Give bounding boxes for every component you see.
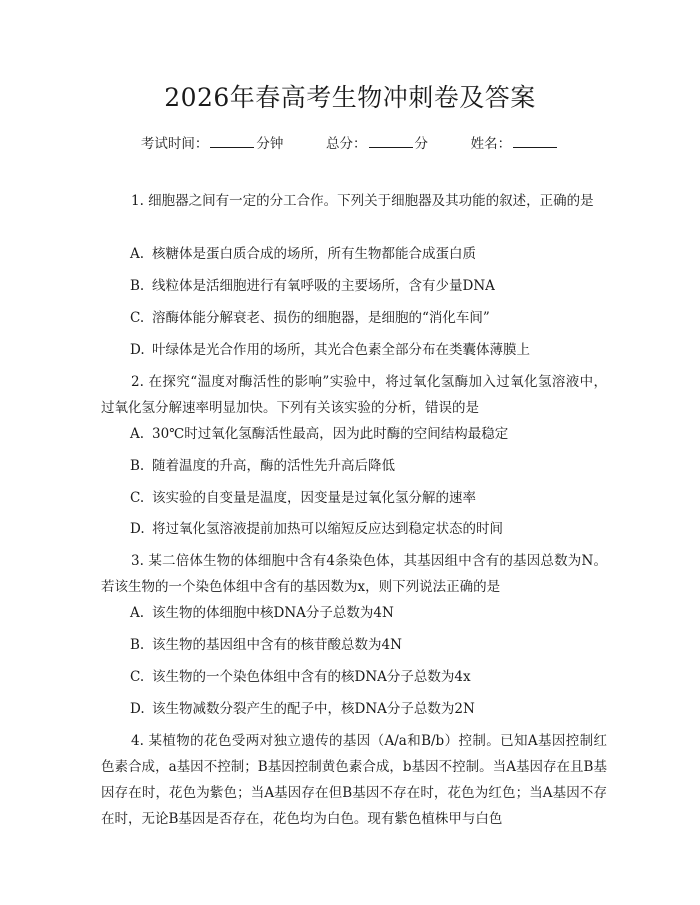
option-text: 将过氧化氢溶液提前加热可以缩短反应达到稳定状态的时间 <box>152 521 503 537</box>
option-text: 线粒体是活细胞进行有氧呼吸的主要场所，含有少量DNA <box>152 278 495 294</box>
time-unit: 分钟 <box>256 136 284 152</box>
option-letter: C. <box>130 310 145 326</box>
question-1-stem: 1. 细胞器之间有一定的分工合作。下列关于细胞器及其功能的叙述，正确的是 <box>131 193 594 209</box>
question-2-option-a <box>130 424 600 444</box>
option-text: 核糖体是蛋白质合成的场所，所有生物都能合成蛋白质 <box>152 246 476 262</box>
score-blank <box>369 133 413 148</box>
time-blank <box>210 133 254 148</box>
question-2-stem: 2. 在探究“温度对酶活性的影响”实验中，将过氧化氢酶加入过氧化氢溶液中，过氧化氢分解速率明显加快。下列有关该实验的分析，错误的是 <box>101 374 607 416</box>
question-1-option-a <box>130 244 600 264</box>
question-3-stem: 3. 某二倍体生物的体细胞中含有4条染色体，其基因组中含有的基因总数为N。若该生物的一个染色体组中含有的基因数为x，则下列说法正确的是 <box>101 553 607 595</box>
question-1-option-c <box>130 308 600 328</box>
question-2-option-b <box>130 456 600 476</box>
option-letter: B. <box>130 458 145 474</box>
score-field <box>326 133 428 154</box>
option-letter: A. <box>130 605 145 621</box>
name-blank <box>513 133 557 148</box>
page-title: 2026年春高考生物冲刺卷及答案 <box>164 83 536 112</box>
time-label: 考试时间： <box>140 136 209 152</box>
question-3-option-a <box>130 603 600 623</box>
option-text: 该生物的一个染色体组中含有的核DNA分子总数为4x <box>152 669 471 685</box>
question-3-option-d <box>130 699 600 719</box>
option-text: 叶绿体是光合作用的场所，其光合色素全部分布在类囊体薄膜上 <box>152 342 530 358</box>
time-field <box>141 133 284 154</box>
option-letter: A. <box>130 426 145 442</box>
score-unit: 分 <box>414 136 428 152</box>
option-letter: D. <box>130 701 145 717</box>
option-letter: A. <box>130 246 145 262</box>
question-4-stem: 4. 某植物的花色受两对独立遗传的基因（A/a和B/b）控制。已知A基因控制红色素合成，a基因不控制；B基因控制黄色素合成，b基因不控制。当A基因存在且B基因存在时，花色为紫色；当A基因存在但B基因不存在时，花色为红色；当A基因不存在时，无论B基因是否存在，花色均为白色。现有紫色植株甲与白色 <box>101 733 607 827</box>
question-2-option-d <box>130 519 600 539</box>
option-text: 溶酶体能分解衰老、损伤的细胞器，是细胞的“消化车间” <box>152 310 490 326</box>
option-letter: D. <box>130 342 145 358</box>
name-label: 姓名： <box>470 136 512 152</box>
question-1-option-d <box>130 340 600 360</box>
name-field <box>471 133 560 154</box>
option-letter: D. <box>130 521 145 537</box>
question-3-option-c <box>130 667 600 687</box>
score-label: 总分： <box>326 136 367 152</box>
option-text: 该生物的体细胞中核DNA分子总数为4N <box>152 605 394 621</box>
option-letter: B. <box>130 637 145 653</box>
exam-header-info <box>0 133 700 154</box>
option-letter: C. <box>130 490 145 506</box>
option-text: 随着温度的升高，酶的活性先升高后降低 <box>152 458 395 474</box>
question-1-option-b <box>130 276 600 296</box>
question-2-option-c <box>130 488 600 508</box>
option-text: 该实验的自变量是温度，因变量是过氧化氢分解的速率 <box>152 490 476 506</box>
option-text: 30℃时过氧化氢酶活性最高，因为此时酶的空间结构最稳定 <box>152 426 509 442</box>
question-3-option-b <box>130 635 600 655</box>
option-letter: C. <box>130 669 145 685</box>
option-text: 该生物的基因组中含有的核苷酸总数为4N <box>152 637 402 653</box>
option-text: 该生物减数分裂产生的配子中，核DNA分子总数为2N <box>152 701 475 717</box>
option-letter: B. <box>130 278 145 294</box>
